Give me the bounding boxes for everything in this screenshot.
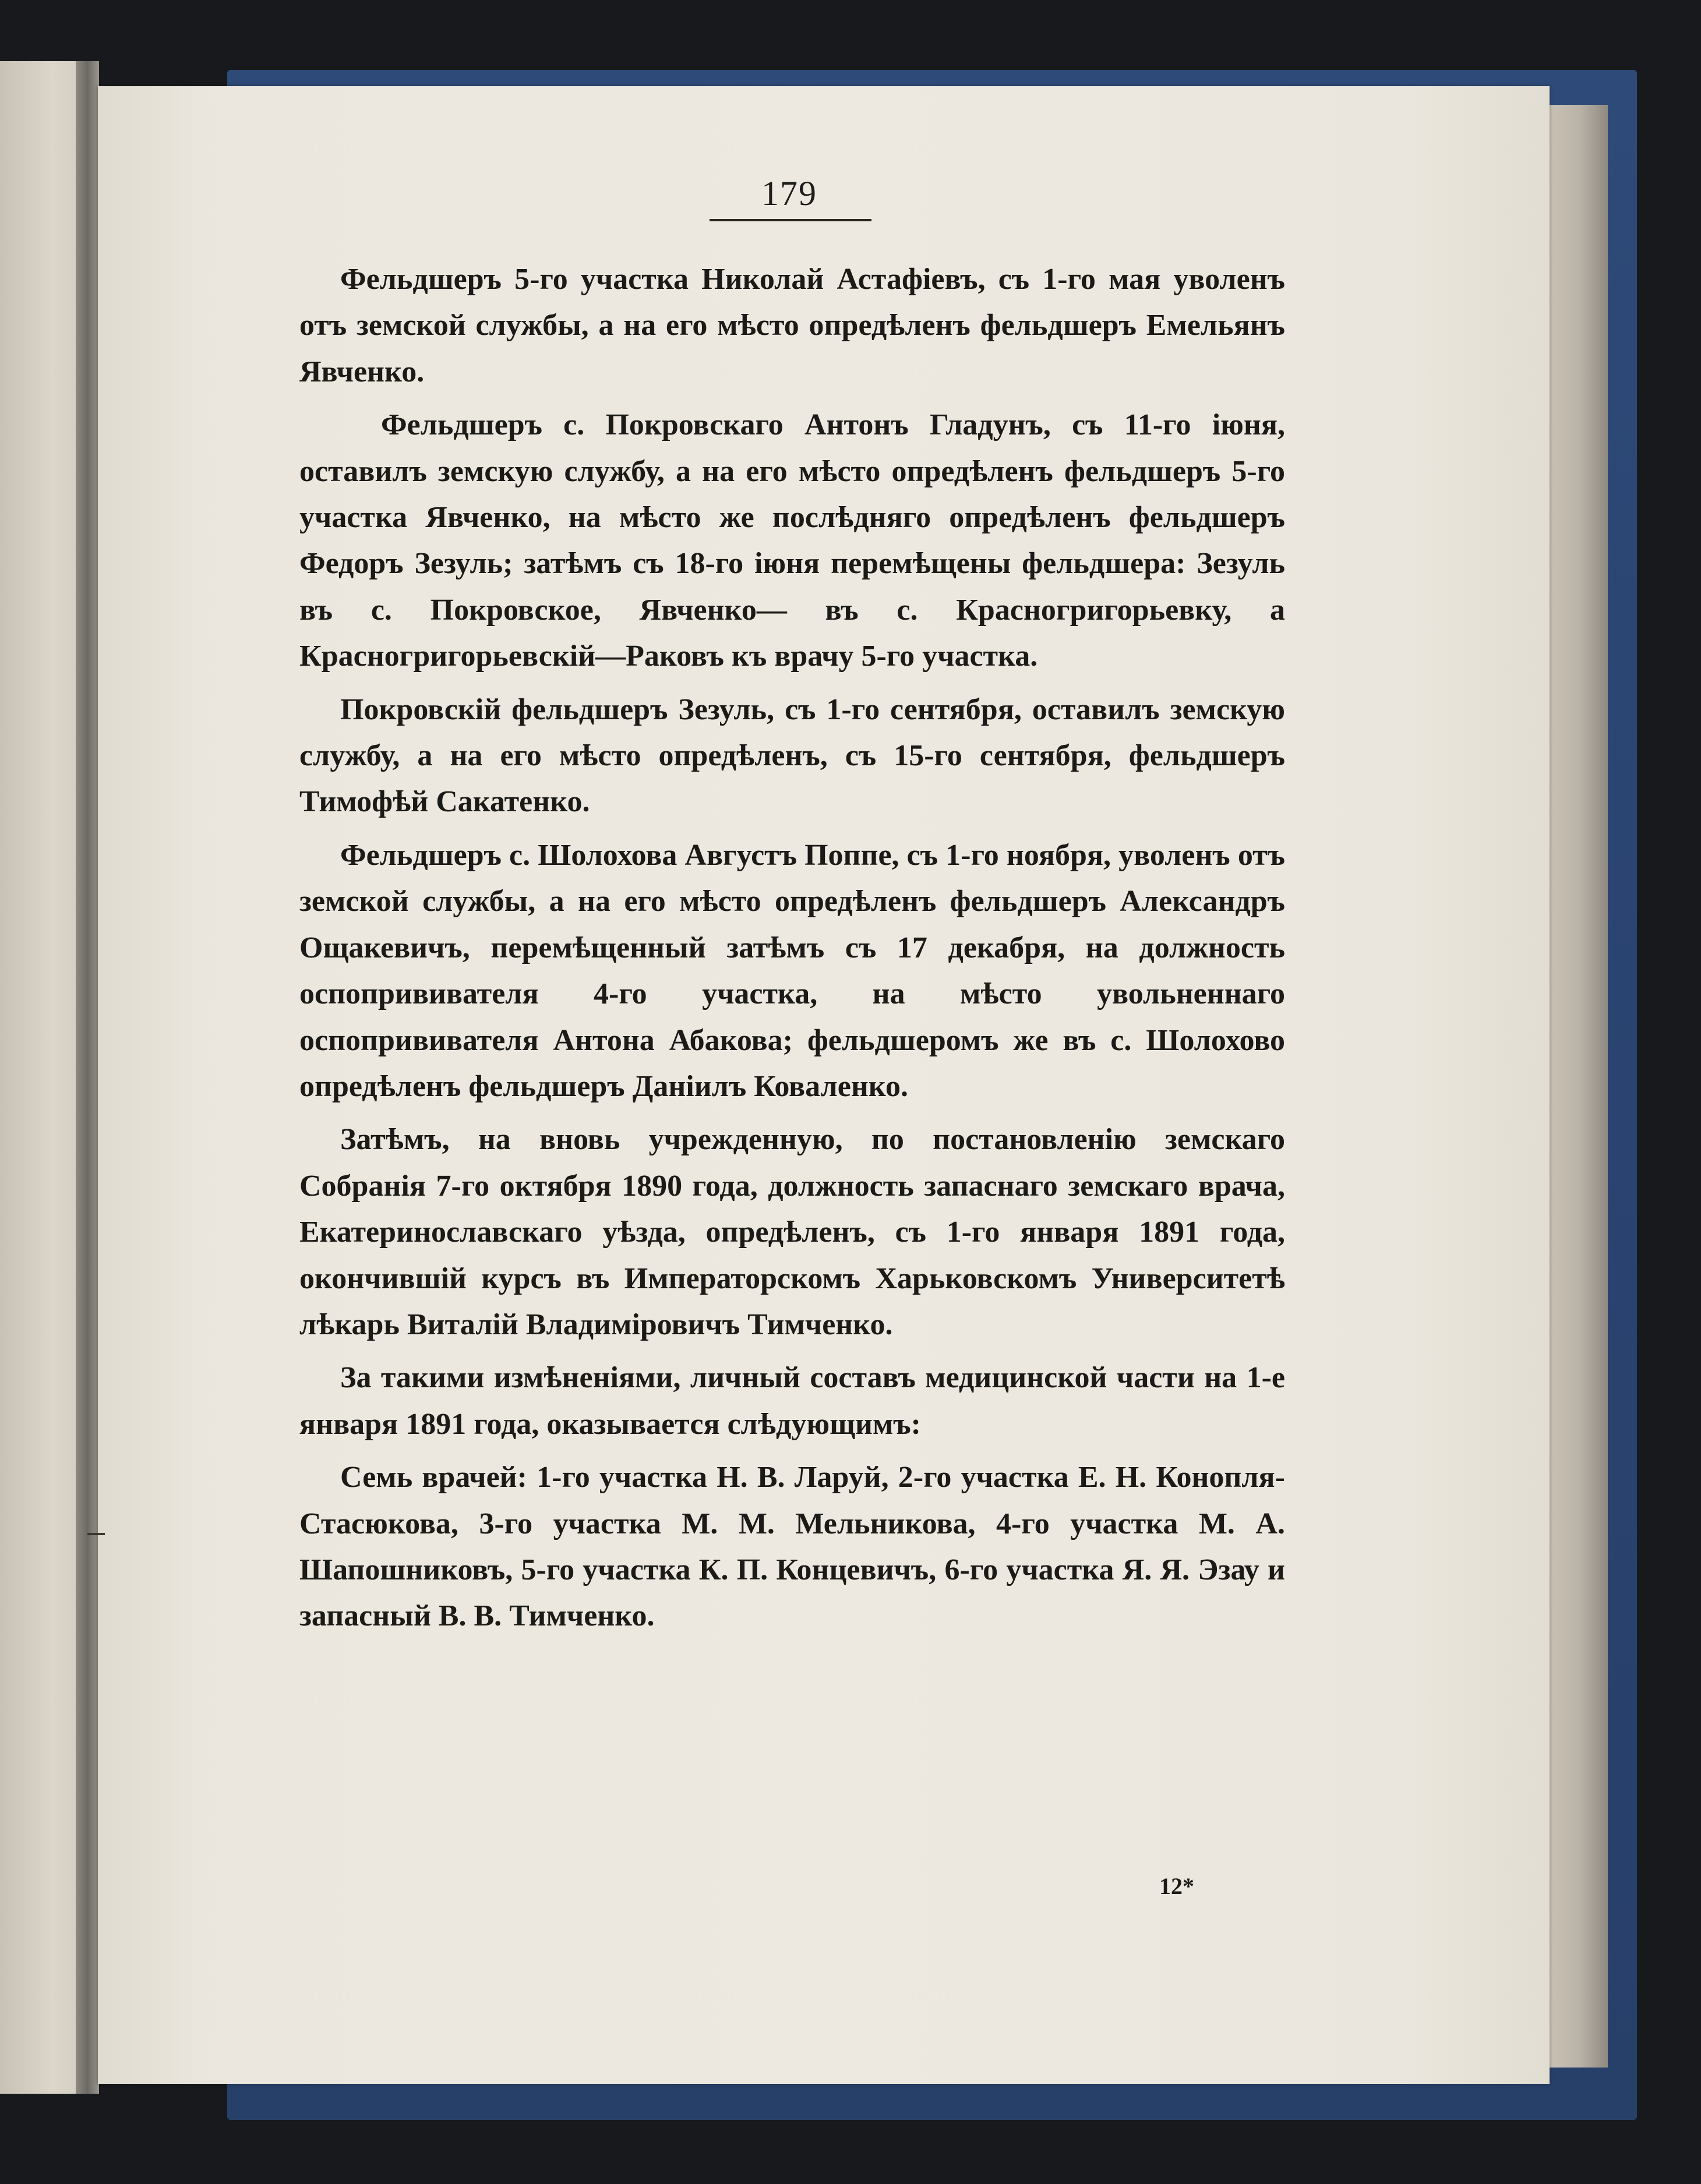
- signature-mark: 12*: [1159, 1873, 1194, 1899]
- paragraph-1: Фельдшеръ 5-го участка Николай Астафіевъ, съ 1-го мая уволенъ отъ земской службы, а на его мѣсто опредѣленъ фельдшеръ Емельянъ Явченко.: [299, 263, 1285, 388]
- paragraph-2: Фельдшеръ с. Покровскаго Антонъ Гладунъ, съ 11-го іюня, оставилъ земскую службу, а на его мѣсто опредѣленъ фельдшеръ 5-го участка Явченко, на мѣсто же послѣдняго опредѣленъ фельдшеръ Федоръ Зезуль; затѣмъ съ 18-го іюня перемѣщены фельдшера: Зезуль въ с. Покровское, Явченко— въ с. Красногригорьевку, а Красногригорьевскій—Раковъ къ врачу 5-го участка.: [299, 408, 1285, 673]
- page-number: 179: [761, 174, 817, 213]
- paragraph-4: Фельдшеръ с. Шолохова Августъ Поппе, съ 1-го ноября, уволенъ отъ земской службы, а на его мѣсто опредѣленъ фельдшеръ Александръ Ощакевичъ, перемѣщенный затѣмъ съ 17 декабря, на должность оспопрививателя 4-го участка, на мѣсто увольненнаго оспопрививателя Антона Абакова; фельдшеромъ же въ с. Шолохово опредѣленъ фельдшеръ Даніилъ Коваленко.: [299, 838, 1285, 1103]
- margin-tick: [87, 1533, 105, 1535]
- body-text: [299, 256, 1285, 1639]
- paragraph-6: За такими измѣненіями, личный составъ медицинской части на 1-е января 1891 года, оказывается слѣдующимъ:: [299, 1361, 1285, 1441]
- paragraph-5: Затѣмъ, на вновь учрежденную, по постановленію земскаго Собранія 7-го октября 1890 года, должность запаснаго земскаго врача, Екатеринославскаго уѣзда, опредѣленъ, съ 1-го января 1891 года, окончившій курсъ въ Императорскомъ Харьковскомъ Университетѣ лѣкарь Виталій Владиміровичъ Тимченко.: [299, 1123, 1285, 1341]
- page-number-rule: [710, 219, 871, 221]
- book-gutter: [76, 61, 99, 2094]
- facing-page: [0, 61, 87, 2094]
- paragraph-7: Семь врачей: 1-го участка Н. В. Ларуй, 2-го участка Е. Н. Конопля-Стасюкова, 3-го участка М. М. Мельникова, 4-го участка М. А. Шапошниковъ, 5-го участка К. П. Концевичъ, 6-го участка Я. Я. Эзау и запасный В. В. Тимченко.: [299, 1461, 1285, 1633]
- paragraph-3: Покровскій фельдшеръ Зезуль, съ 1-го сентября, оставилъ земскую службу, а на его мѣсто опредѣленъ, съ 15-го сентября, фельдшеръ Тимофѣй Сакатенко.: [299, 692, 1285, 819]
